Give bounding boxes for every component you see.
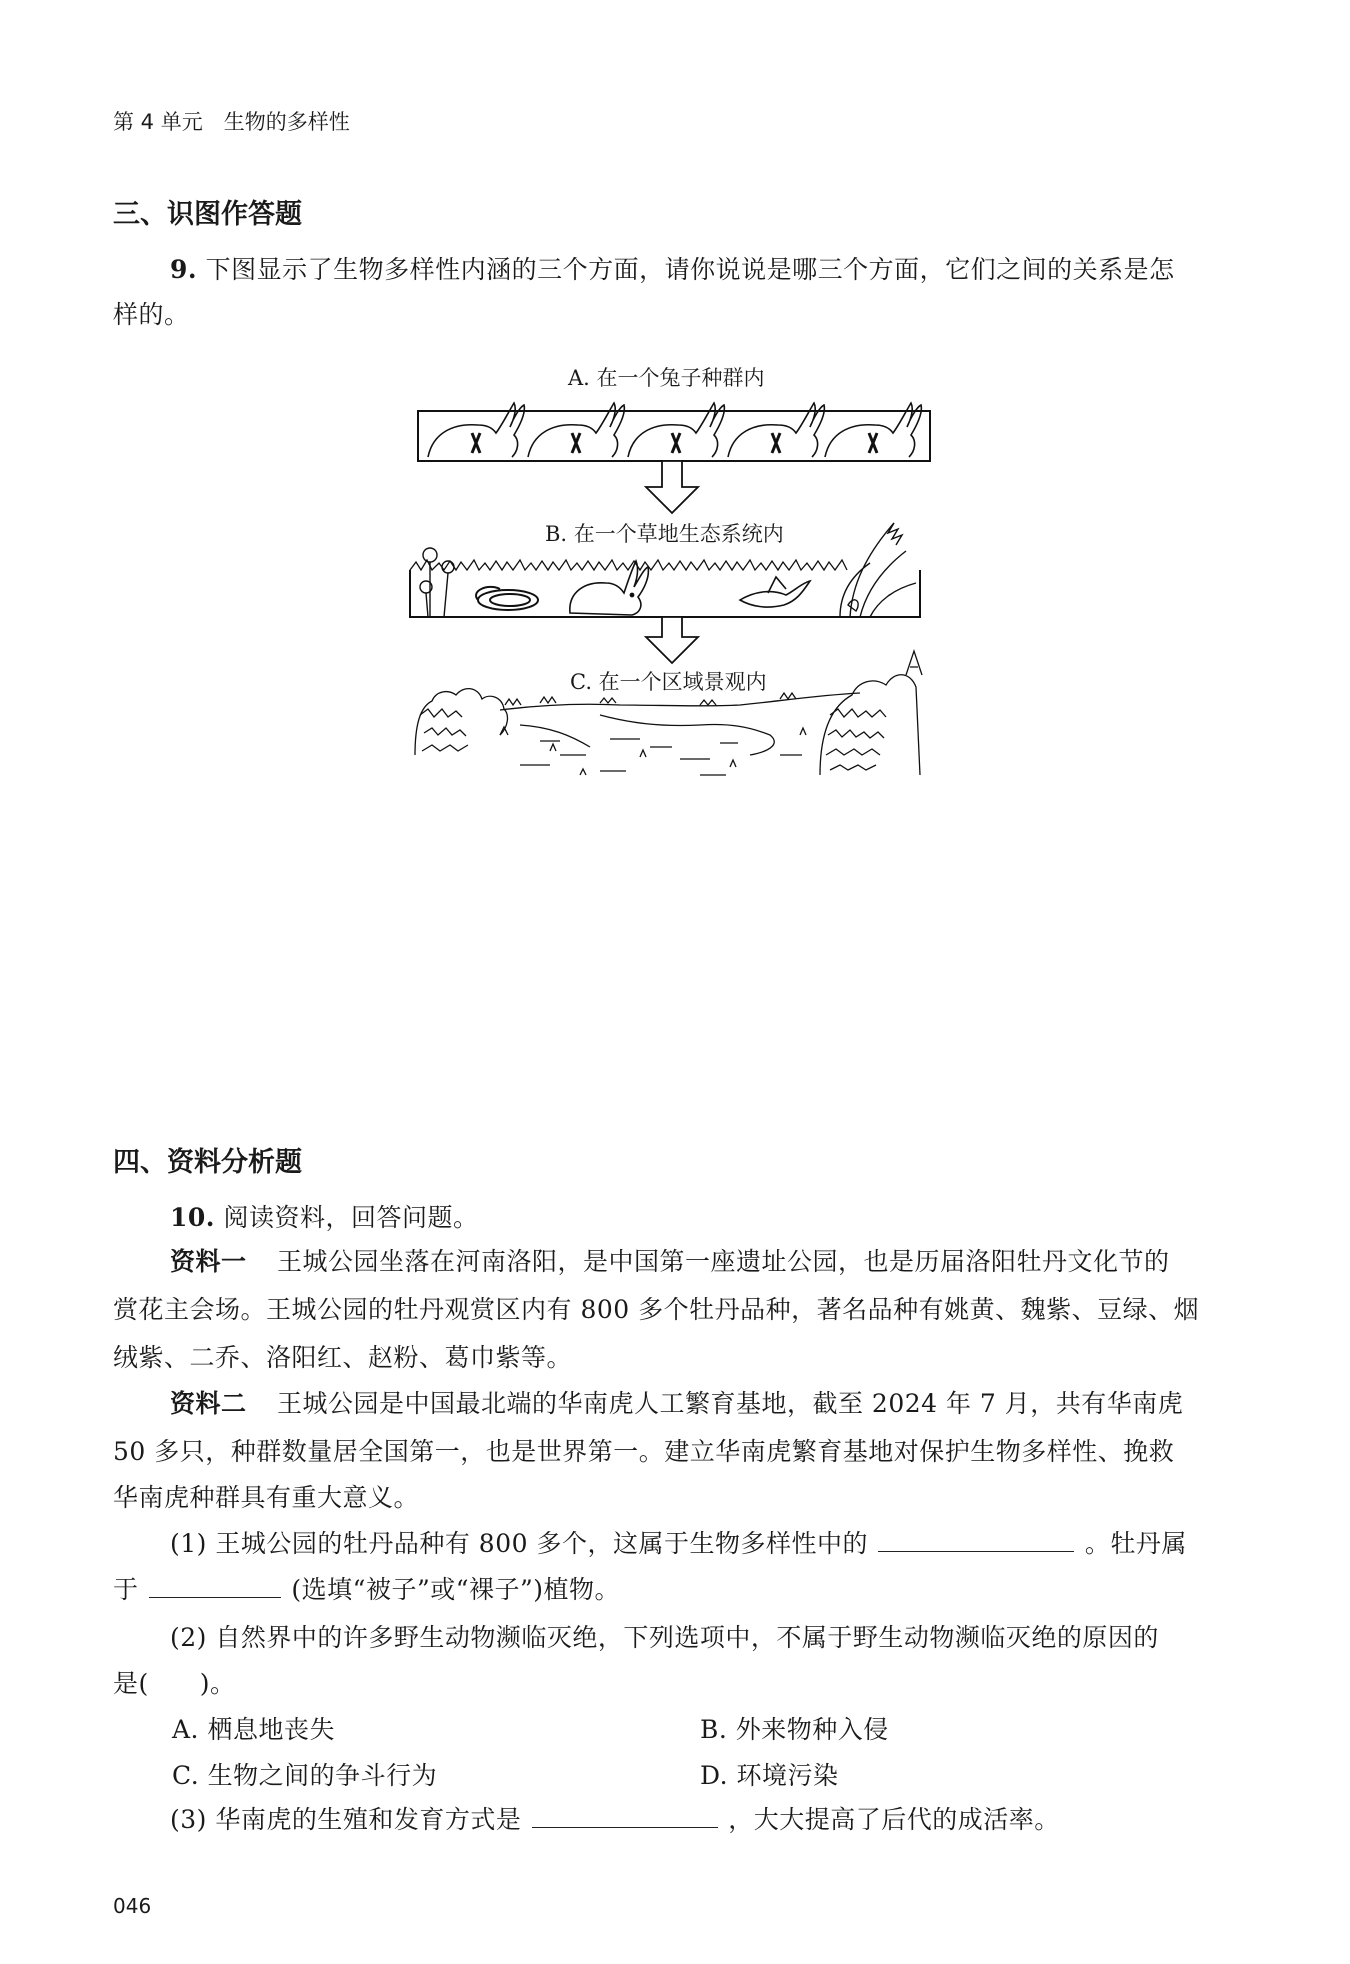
option-a[interactable]: A. 栖息地丧失	[172, 1715, 335, 1744]
section-title-3: 三、识图作答题	[113, 199, 302, 230]
question-9-line-2: 样的。	[113, 300, 190, 329]
page-number: 046	[113, 1894, 152, 1918]
unit-header: 第 4 单元 生物的多样性	[113, 110, 350, 134]
sub-question-3-line	[170, 1800, 1060, 1836]
down-arrow-icon	[646, 461, 698, 513]
figure-caption-c: C. 在一个区域景观内	[570, 670, 767, 694]
sub-question-1-line-1	[170, 1524, 1187, 1560]
sub-question-3-text-2: ，大大提高了后代的成活率。	[728, 1805, 1060, 1834]
material-1-line-1	[170, 1242, 1169, 1278]
material-1-line-2: 赏花主会场。王城公园的牡丹观赏区内有 800 多个牡丹品种，著名品种有姚黄、魏紫、豆绿、烟	[113, 1295, 1200, 1324]
question-9-number: 9.	[170, 255, 198, 284]
biodiversity-figure	[400, 355, 940, 795]
section-title-4: 四、资料分析题	[113, 1147, 302, 1178]
material-2-text-1: 王城公园是中国最北端的华南虎人工繁育基地，截至 2024 年 7 月，共有华南虎	[276, 1389, 1184, 1418]
figure-caption-b: B. 在一个草地生态系统内	[545, 522, 784, 546]
material-2-label: 资料二	[170, 1389, 247, 1418]
question-9-text: 下图显示了生物多样性内涵的三个方面，请你说说是哪三个方面，它们之间的关系是怎	[205, 255, 1175, 284]
sub-question-1-line-2	[113, 1570, 620, 1606]
sub-question-1-text-3: 于	[113, 1575, 139, 1604]
question-10-intro	[170, 1198, 478, 1234]
material-2-line-3: 华南虎种群具有重大意义。	[113, 1483, 420, 1512]
material-1-label: 资料一	[170, 1247, 247, 1276]
question-10-number: 10.	[170, 1203, 215, 1232]
regional-landscape-panel	[415, 651, 922, 775]
sub-question-2-line-2: 是( )。	[113, 1669, 236, 1698]
material-2-line-2: 50 多只，种群数量居全国第一，也是世界第一。建立华南虎繁育基地对保护生物多样性、挽救	[113, 1437, 1175, 1466]
option-b[interactable]: B. 外来物种入侵	[700, 1715, 889, 1744]
material-1-line-3: 绒紫、二乔、洛阳红、赵粉、葛巾紫等。	[113, 1343, 573, 1372]
sub-question-2-line-1: (2) 自然界中的许多野生动物濒临灭绝，下列选项中，不属于野生动物濒临灭绝的原因的	[170, 1623, 1159, 1652]
sub-question-3-text: (3) 华南虎的生殖和发育方式是	[170, 1805, 522, 1834]
question-9-line-1	[170, 250, 1175, 286]
grassland-ecosystem-panel	[410, 523, 920, 617]
sub-question-1-text-2: 。牡丹属	[1084, 1529, 1187, 1558]
material-2-line-1	[170, 1384, 1183, 1420]
question-10-instruction: 阅读资料，回答问题。	[223, 1203, 479, 1232]
figure-caption-a: A. 在一个兔子种群内	[568, 366, 765, 390]
rabbit-population-panel	[418, 403, 930, 461]
sub-question-1-text-4: (选填“被子”或“裸子”)植物。	[291, 1575, 621, 1604]
material-1-text-1: 王城公园坐落在河南洛阳，是中国第一座遗址公园，也是历届洛阳牡丹文化节的	[276, 1247, 1170, 1276]
answer-blank-3[interactable]	[532, 1805, 718, 1828]
answer-blank-1[interactable]	[878, 1529, 1074, 1552]
option-d[interactable]: D. 环境污染	[700, 1761, 839, 1790]
answer-blank-2[interactable]	[149, 1575, 281, 1598]
down-arrow-icon-2	[646, 617, 698, 663]
sub-question-1-text: (1) 王城公园的牡丹品种有 800 多个，这属于生物多样性中的	[170, 1529, 868, 1558]
option-c[interactable]: C. 生物之间的争斗行为	[172, 1761, 438, 1790]
